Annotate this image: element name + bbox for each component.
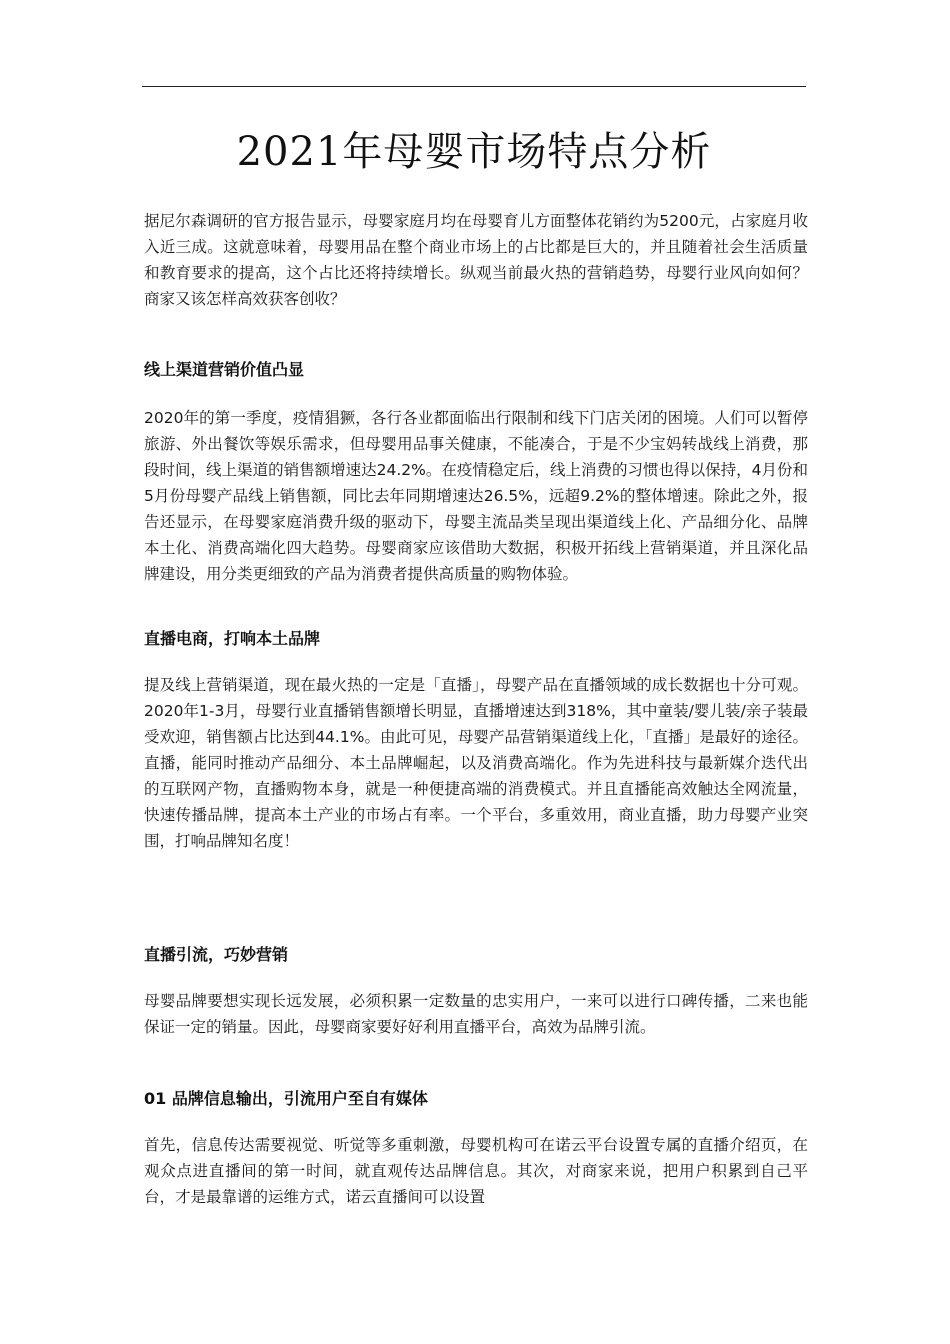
section-heading-online-channel: 线上渠道营销价值凸显 [144, 360, 305, 379]
header-rule [142, 86, 806, 87]
section-heading-live-traffic: 直播引流，巧妙营销 [144, 945, 289, 964]
section-body-brand-output: 首先，信息传达需要视觉、听觉等多重刺激，母婴机构可在诺云平台设置专属的直播介绍页，在观众点进直播间的第一时间，就直观传达品牌信息。其次，对商家来说，把用户积累到自己平台，才是最靠谱的运维方式，诺云直播间可以设置 [144, 1136, 808, 1206]
section-body-live-commerce: 提及线上营销渠道，现在最火热的一定是「直播」，母婴产品在直播领域的成长数据也十分可观。2020年1-3月，母婴行业直播销售额增长明显，直播增速达到318%，其中童装/婴儿装/亲子装最受欢迎，销售额占比达到44.1%。由此可见，母婴产品营销渠道线上化，「直播」是最好的途径。直播，能同时推动产品细分、本土品牌崛起，以及消费高端化。作为先进科技与最新媒介迭代出的互联网产物，直播购物本身，就是一种便捷高端的消费模式。并且直播能高效触达全网流量，快速传播品牌，提高本土产业的市场占有率。一个平台，多重效用，商业直播，助力母婴产业突围，打响品牌知名度！ [144, 676, 808, 850]
intro-paragraph: 据尼尔森调研的官方报告显示，母婴家庭月均在母婴育儿方面整体花销约为5200元，占家庭月收入近三成。这就意味着，母婴用品在整个商业市场上的占比都是巨大的，并且随着社会生活质量和教育要求的提高，这个占比还将持续增长。纵观当前最火热的营销趋势，母婴行业风向如何？商家又该怎样高效获客创收？ [144, 212, 808, 308]
section-heading-live-commerce: 直播电商，打响本土品牌 [144, 629, 321, 648]
document-title: 2021年母婴市场特点分析 [236, 129, 712, 175]
section-heading-brand-output: 01 品牌信息输出，引流用户至自有媒体 [144, 1089, 428, 1108]
section-body-live-traffic: 母婴品牌要想实现长远发展，必须积累一定数量的忠实用户，一来可以进行口碑传播，二来也能保证一定的销量。因此，母婴商家要好好利用直播平台，高效为品牌引流。 [144, 992, 808, 1036]
section-body-online-channel: 2020年的第一季度，疫情猖獗，各行各业都面临出行限制和线下门店关闭的困境。人们可以暂停旅游、外出餐饮等娱乐需求，但母婴用品事关健康，不能凑合，于是不少宝妈转战线上消费，那段时间，线上渠道的销售额增速达24.2%。在疫情稳定后，线上消费的习惯也得以保持，4月份和5月份母婴产品线上销售额，同比去年同期增速达26.5%，远超9.2%的整体增速。除此之外，报告还显示，在母婴家庭消费升级的驱动下，母婴主流品类呈现出渠道线上化、产品细分化、品牌本土化、消费高端化四大趋势。母婴商家应该借助大数据，积极开拓线上营销渠道，并且深化品牌建设，用分类更细致的产品为消费者提供高质量的购物体验。 [144, 409, 808, 583]
